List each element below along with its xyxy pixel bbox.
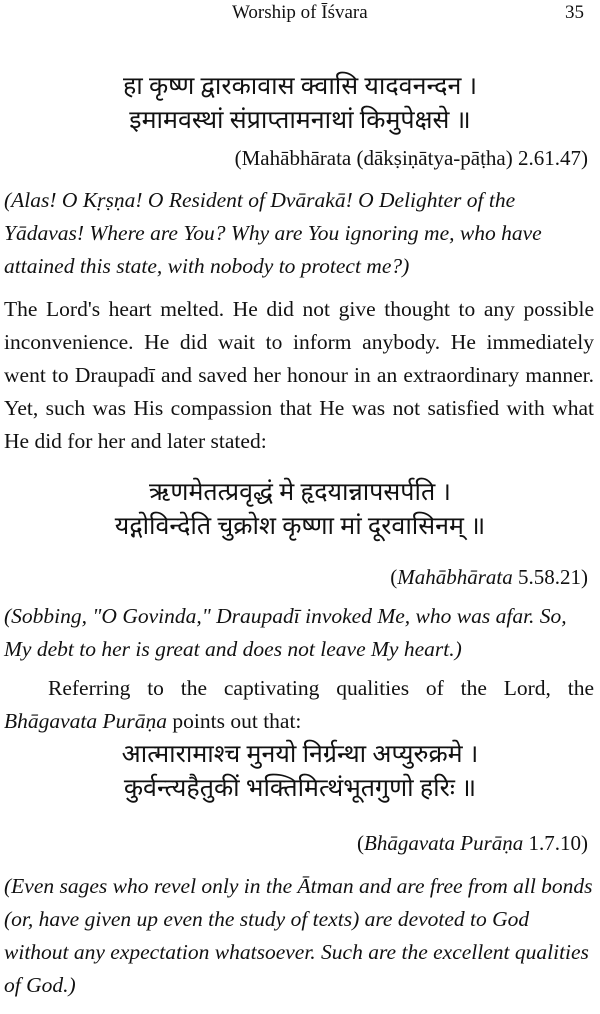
verse-line: आत्मारामाश्च मुनयो निर्ग्रन्था अप्युरुक्रमे ।: [121, 741, 479, 768]
sanskrit-verse-3: [0, 738, 600, 806]
scripture-title: Bhāgavata Purāṇa: [4, 709, 168, 733]
verse-line: इमामवस्थां संप्राप्तामनाथां किमुपेक्षसे ॥: [129, 107, 471, 134]
verse-translation-2: (Sobbing, "O Govinda," Draupadī invoked Me, who was afar. So, My debt to her is great and does not leave My heart.): [4, 604, 567, 661]
source-reference: 1.7.10: [528, 831, 581, 855]
sanskrit-verse-2: [0, 476, 600, 544]
verse-line: कुर्वन्त्यहैतुकीं भक्तिमित्थंभूतगुणो हरिः ॥: [123, 775, 477, 802]
verse-translation-1: (Alas! O Kṛṣṇa! O Resident of Dvārakā! O Delighter of the Yādavas! Where are You? Why are You ignoring me, who have attained this state, with nobody to protect me?): [4, 188, 542, 278]
page-header: [0, 2, 600, 28]
source-title: Bhāgavata Purāṇa: [364, 831, 524, 855]
paragraph-text: Referring to the captivating qualities of the Lord, the: [48, 676, 594, 700]
source-reference: 5.58.21: [518, 565, 581, 589]
verse-source-3: (Bhāgavata Purāṇa 1.7.10): [357, 831, 588, 855]
sanskrit-verse-1: [0, 70, 600, 138]
body-paragraph-2: [4, 672, 594, 738]
running-title: Worship of Īśvara: [232, 2, 368, 23]
verse-source-2: (Mahābhārata 5.58.21): [390, 565, 588, 589]
body-paragraph-1: The Lord's heart melted. He did not give thought to any possible inconvenience. He did wait to inform anybody. He immediately went to Draupadī and saved her honour in an extraordinary manner. Yet, such was His compassion that He was not satisfied with what He did for her and later stated:: [4, 297, 594, 453]
paragraph-text: points out that:: [167, 709, 302, 733]
verse-line: हा कृष्ण द्वारकावास क्वासि यादवनन्दन ।: [122, 73, 478, 100]
source-title: Mahābhārata: [397, 565, 513, 589]
verse-translation-3: (Even sages who revel only in the Ātman and are free from all bonds (or, have given up even the study of texts) are devoted to God without any expectation whatsoever. Such are the excellent qualities of God.): [4, 874, 593, 997]
page-number: 35: [565, 2, 584, 23]
verse-source-1: (Mahābhārata (dākṣiṇātya-pāṭha) 2.61.47): [234, 146, 588, 170]
verse-line: ऋणमेतत्प्रवृद्धं मे हृदयान्नापसर्पति ।: [149, 479, 451, 506]
verse-line: यद्गोविन्देति चुक्रोश कृष्णा मां दूरवासिनम् ॥: [114, 513, 486, 540]
